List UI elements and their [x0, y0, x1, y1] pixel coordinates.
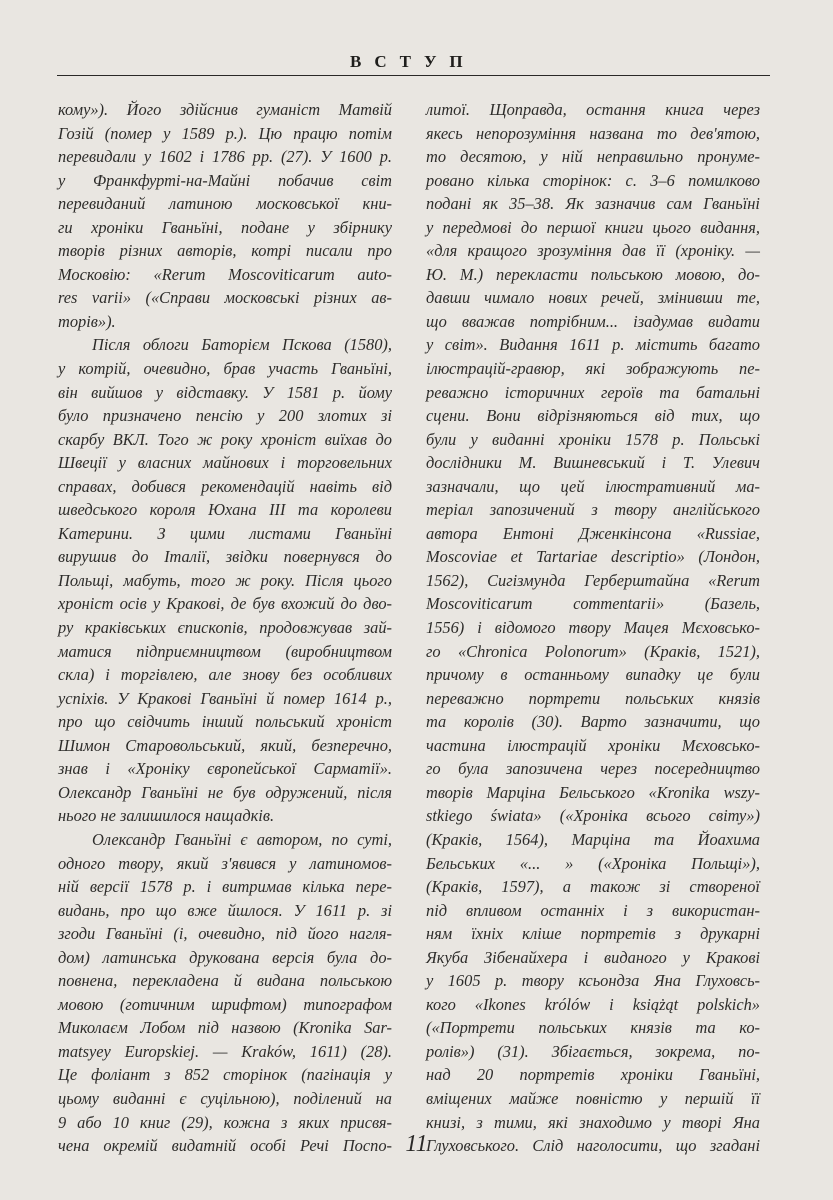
text-line: творів Марціна Бельського «Kronika wszy- — [426, 782, 760, 802]
text-line: під впливом останніх і з використан- — [426, 900, 760, 920]
text-line: якесь непорозуміння названа то дев'ятою, — [426, 123, 760, 143]
text-line: що вважав потрібним... ізадумав видати — [426, 311, 760, 331]
text-line: книзі, з тими, які знаходимо у творі Яна — [426, 1112, 760, 1132]
text-line: творів різних авторів, котрі писали про — [58, 241, 392, 261]
text-line: Московію: «Rerum Moscoviticarum auto- — [58, 264, 392, 284]
text-line: скарбу ВКЛ. Того ж року хроніст виїхав до — [58, 429, 392, 449]
text-line: 9 або 10 книг (29), кожна з яких присвя- — [58, 1112, 392, 1132]
text-line: було призначено пенсію у 200 злотих зі — [58, 406, 392, 426]
text-line: частина ілюстрацій хроніки Мєховсько- — [426, 735, 760, 755]
text-line: шведського короля Юхана III та королеви — [58, 500, 392, 520]
text-line: переважно портрети польських князів — [426, 688, 760, 708]
text-line: успіхів. У Кракові Гваньїні й помер 1614 р., — [58, 688, 392, 708]
text-line: ги хроніки Гваньїні, подане у збірнику — [58, 217, 392, 237]
text-line: дослідники М. Вишневський і Т. Улевич — [426, 453, 760, 473]
text-line: Шимон Старовольський, який, безперечно, — [58, 735, 392, 755]
text-line: Гозій (помер у 1589 р.). Цю працю потім — [58, 123, 392, 143]
text-line: кого «Ikones królów i książąt polskich» — [426, 994, 760, 1014]
text-line: у котрій, очевидно, брав участь Гваньїні, — [58, 359, 392, 379]
text-line: ілюстрацій-гравюр, які зображують пе- — [426, 359, 760, 379]
text-line: (Краків, 1597), а також зі створеної — [426, 877, 760, 897]
text-line: перевиданий латиною московської кни- — [58, 194, 392, 214]
text-line: Глуховського. Слід наголосити, що згадані — [426, 1136, 760, 1156]
text-line: він вийшов у відставку. У 1581 р. йому — [58, 382, 392, 402]
text-line: мовою (готичним шрифтом) типографом — [58, 994, 392, 1014]
text-line: про що свідчить інший польський хроніст — [58, 712, 392, 732]
text-line: одного твору, який з'явився у латиномов- — [58, 853, 392, 873]
text-line: го була запозичена через посередництво — [426, 759, 760, 779]
text-line: Це фоліант з 852 сторінок (пагінація у — [58, 1065, 392, 1085]
text-line: Катерини. З цими листами Гваньїні — [58, 523, 392, 543]
page-header — [0, 0, 833, 80]
text-line: ру краківських єпископів, продовжував зай- — [58, 618, 392, 638]
text-line: автора Ентоні Дженкінсона «Russiae, — [426, 523, 760, 543]
text-line: литої. Щоправда, остання книга через — [426, 100, 760, 119]
text-line: кому»). Його здійснив гуманіст Матвій — [58, 100, 392, 119]
text-line: Бельських «... » («Хроніка Польщі»), — [426, 853, 760, 873]
header-divider — [57, 75, 770, 76]
text-line: цьому виданні є суцільною), поділений на — [58, 1088, 392, 1108]
text-line: Миколаєм Лобом під назвою (Kronika Sar- — [58, 1018, 392, 1038]
text-line: го «Chronica Polonorum» (Краків, 1521), — [426, 641, 760, 661]
text-line: хроніст осів у Кракові, де був вхожий до дво- — [58, 594, 392, 614]
text-line: ням їхніх кліше портретів з друкарні — [426, 924, 760, 944]
text-line: давши чимало нових речей, змінивши те, — [426, 288, 760, 308]
text-line: у передмові до першої книги цього видання, — [426, 217, 760, 237]
text-line: сцени. Вони відрізняються від тих, що — [426, 406, 760, 426]
text-line: Moscoviae et Tartariae descriptio» (Лондон, — [426, 547, 760, 567]
text-line: Moscoviticarum commentarii» (Базель, — [426, 594, 760, 614]
text-line: «для кращого зрозуміння дав її (хроніку. — — [426, 241, 760, 261]
text-line: Якуба Зібенайхера і виданого у Кракові — [426, 947, 760, 967]
text-line: чена окремій видатній особі Речі Поспо- — [58, 1136, 392, 1156]
text-line: ровано кілька сторінок: с. 3–6 помилково — [426, 170, 760, 190]
text-line: скла) і торгівлею, але знову без особливих — [58, 665, 392, 685]
text-line: Польщі, мабуть, того ж року. Після цього — [58, 570, 392, 590]
text-line: ролів») (31). Збігається, зокрема, по- — [426, 1041, 760, 1061]
text-line: 1562), Сигізмунда Герберштайна «Rerum — [426, 570, 760, 590]
text-line: Швеції у власних майнових і торговельних — [58, 453, 392, 473]
text-line: Олександр Гваньїні не був одружений, після — [58, 782, 392, 802]
text-line: теріал запозичений з твору англійського — [426, 500, 760, 520]
text-line: перевидали у 1602 і 1786 рр. (27). У 1600 р. — [58, 147, 392, 167]
text-column-right — [426, 98, 760, 1158]
text-line: були у виданні хроніки 1578 р. Польські — [426, 429, 760, 449]
text-line: та королів (30). Варто зазначити, що — [426, 712, 760, 732]
text-line: Ю. М.) перекласти польською мовою, до- — [426, 264, 760, 284]
text-line: над 20 портретів хроніки Гваньїні, — [426, 1065, 760, 1085]
text-line: у світ». Видання 1611 р. містить багато — [426, 335, 760, 355]
text-line: то десятою, у ній неправильно пронуме- — [426, 147, 760, 167]
text-line: матися підприємництвом (виробництвом — [58, 641, 392, 661]
text-line: нього не залишилося нащадків. — [58, 806, 275, 826]
text-line: вирушив до Італії, звідки повернувся до — [58, 547, 392, 567]
text-line: повнена, перекладена й видана польською — [58, 971, 392, 991]
text-line: у Франкфурті-на-Майні побачив світ — [58, 170, 392, 190]
text-line: (Краків, 1564), Марціна та Йоахима — [426, 829, 760, 849]
text-line: 1556) і відомого твору Мацея Мєховсько- — [426, 618, 760, 638]
text-line: подані як 35–38. Як зазначив сам Гваньїні — [426, 194, 760, 214]
page-number: 11 — [405, 1131, 428, 1157]
text-line: stkiego świata» («Хроніка всього світу») — [426, 806, 760, 826]
text-line: («Портрети польських князів та ко- — [426, 1018, 760, 1038]
text-line: причому в останньому випадку це були — [426, 665, 760, 685]
text-line: ній версії 1578 р. і витримав кілька пере- — [58, 877, 392, 897]
running-head: ВСТУП — [350, 52, 476, 71]
text-line: реважно історичних героїв та батальні — [426, 382, 760, 402]
text-line: Олександр Гваньїні є автором, по суті, — [92, 829, 392, 849]
text-line: справах, добився рекомендацій навіть від — [58, 476, 392, 496]
text-line: згоди Гваньїні (і, очевидно, під його нагля- — [58, 924, 392, 944]
text-line: зазначали, що цей ілюстративний ма- — [426, 476, 760, 496]
text-line: Після облоги Баторієм Пскова (1580), — [92, 335, 392, 355]
text-line: matsyey Europskiej. — Kraków, 1611) (28). — [58, 1041, 392, 1061]
text-line: видань, про що вже йшлося. У 1611 р. зі — [58, 900, 392, 920]
text-line: res varii» («Справи московські різних ав- — [58, 288, 392, 308]
text-line: торів»). — [58, 311, 116, 331]
text-line: дом) латинська друкована версія була до- — [58, 947, 392, 967]
text-column-left — [58, 98, 392, 1158]
text-line: знав і «Хроніку європейської Сарматії». — [58, 759, 392, 779]
text-line: вміщених майже повністю у першій її — [426, 1088, 760, 1108]
text-line: у 1605 р. твору ксьондза Яна Глуховсь- — [426, 971, 760, 991]
